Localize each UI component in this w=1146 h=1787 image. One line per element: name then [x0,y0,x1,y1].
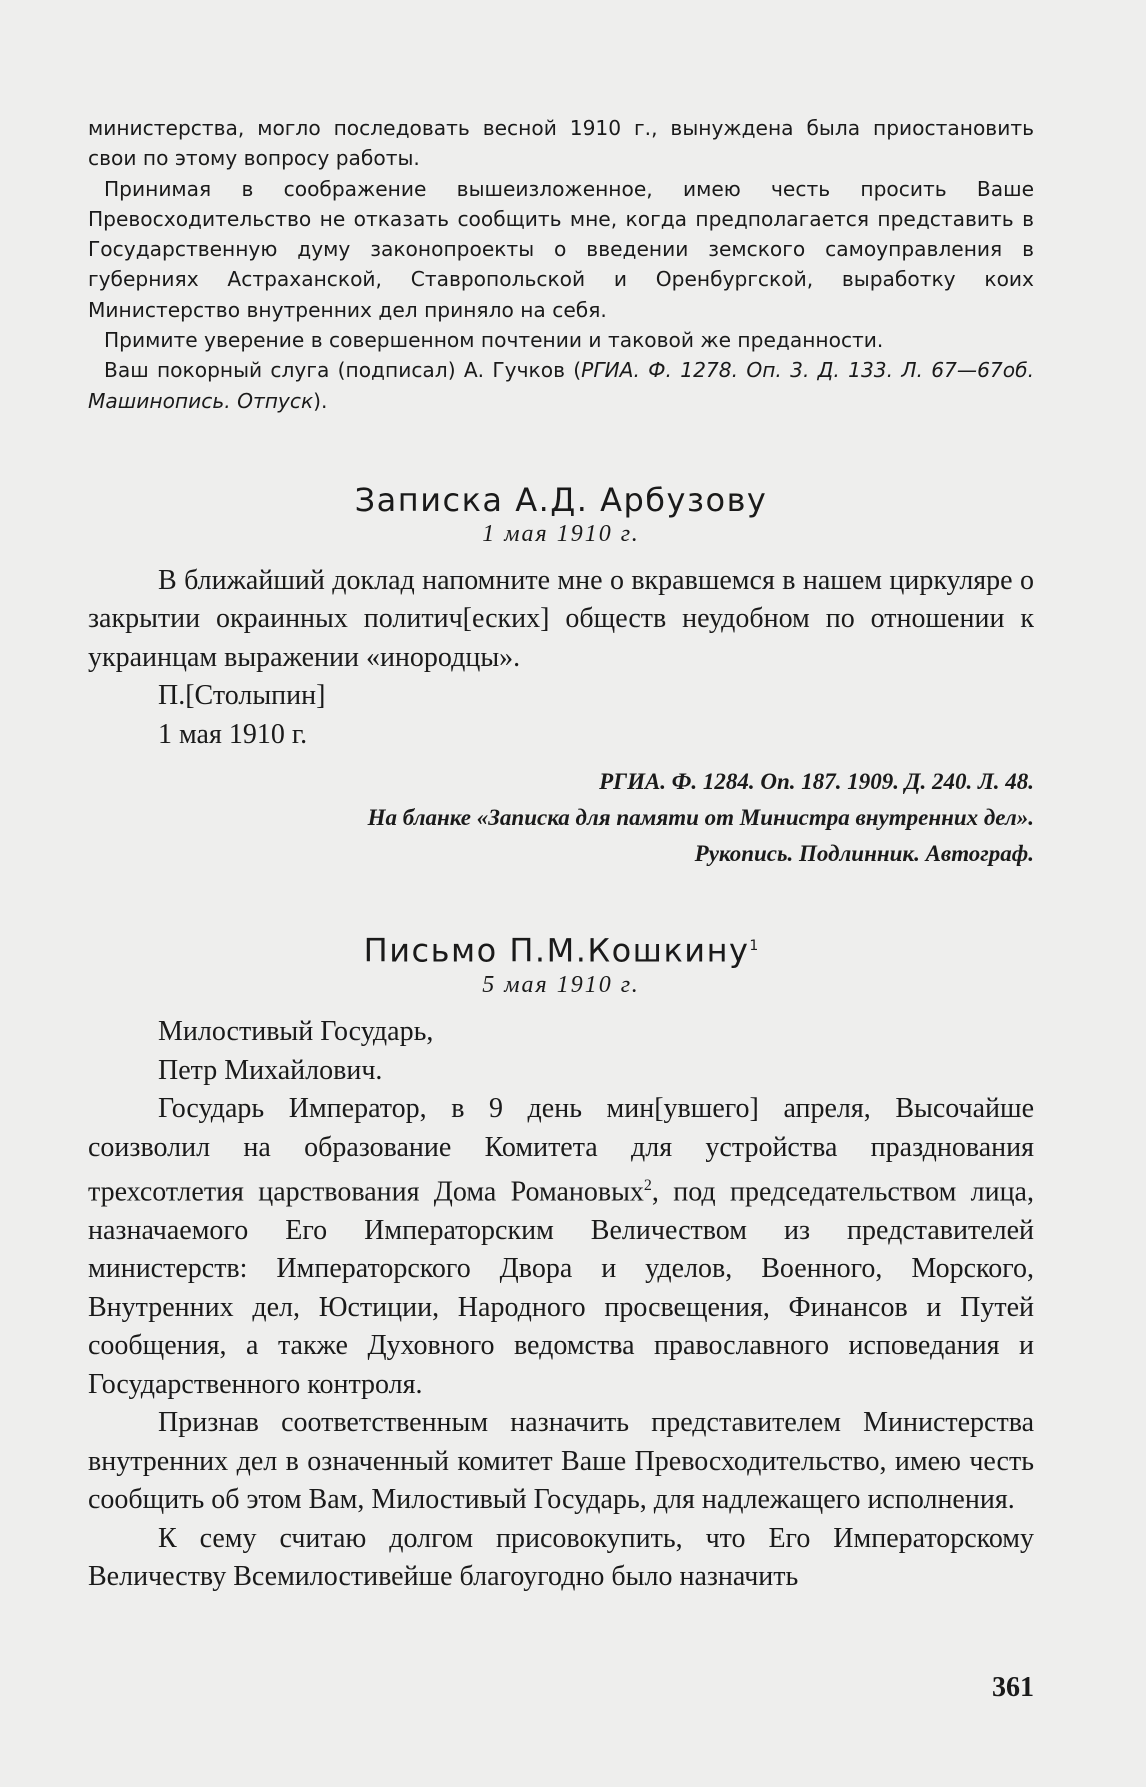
document-title [88,928,1034,969]
paragraph-text: Государь Император, в 9 день мин[увшего] апреля, Высочайше соизволил на образование Комитета для устройства празднования трехсотлетия царствования Дома Романовых [88,1093,1034,1208]
footnote-marker: 2 [643,1177,652,1195]
punctuation: ). [313,388,328,413]
signature-line: Ваш покорный слуга (подписал) А. Гучков ( [104,358,582,383]
paragraph-text: , под председательством лица, назначаемого Его Императорским Величеством из представителей министерств: Императорского Двора и уделов, Военного, Морского, Внутренних дел, Юстиции, Народного просвещения, Финансов и Путей сообщения, а также Духовного ведомства православного исповедания и Государственного контроля. [88,1176,1034,1400]
paragraph: министерства, могло последовать весной 1910 г., вынуждена была приостановить свои по этому вопросу работы. [88,116,1034,171]
document-title: Записка А.Д. Арбузову [354,480,768,519]
page-number: 361 [992,1672,1034,1703]
paragraph: Признав соответственным назначить представителем Министерства внутренних дел в означенный комитет Ваше Превосходительство, имею честь сообщить об этом Вам, Милостивый Государь, для надлежащего исполнения. [88,1407,1034,1516]
archive-note: Рукопись. Подлинник. Автограф. [694,841,1034,867]
salutation: Петр Михайлович. [158,1054,383,1086]
archive-reference: РГИА. Ф. 1284. Оп. 187. 1909. Д. 240. Л. 48. [599,769,1034,795]
document-body [88,562,1034,755]
paragraph: В ближайший доклад напомните мне о вкравшемся в нашем циркуляре о закрытии окраинных политич[еских] обществ неудобном по отношении к украинцам выражении «инородцы». [88,564,1034,673]
document-date: 5 мая 1910 г. [482,972,640,999]
footnote-marker: 1 [749,938,759,955]
signature: П.[Столыпин] [158,680,326,712]
document-body [88,1013,1034,1597]
salutation: Милостивый Государь, [158,1016,434,1048]
previous-letter-ending [88,113,1034,416]
paragraph [88,355,1034,416]
archive-note: На бланке «Записка для памяти от Министра внутренних дел». [367,805,1034,831]
archive-reference: РГИА. Ф. 1278. Оп. 3. Д. 133. Л. 67—67об. Машинопись. Отпуск [88,358,1034,413]
title-text: Письмо П.М.Кошкину [363,932,750,971]
paragraph: Примите уверение в совершенном почтении и таковой же преданности. [104,328,884,353]
document-date: 1 мая 1910 г. [482,520,640,547]
signature-date: 1 мая 1910 г. [158,718,308,750]
paragraph: К сему считаю долгом присовокупить, что Его Императорскому Величеству Всемилостивейше благоугодно было назначить [88,1522,1034,1593]
paragraph [88,1090,1034,1404]
paragraph: Принимая в соображение вышеизложенное, имею честь просить Ваше Превосходительство не отказать сообщить мне, когда предполагается представить в Государственную думу законопроекты о введении земского самоуправления в губерниях Астраханской, Ставропольской и Оренбургской, выработку коих Министерство внутренних дел приняло на себя. [88,176,1034,322]
